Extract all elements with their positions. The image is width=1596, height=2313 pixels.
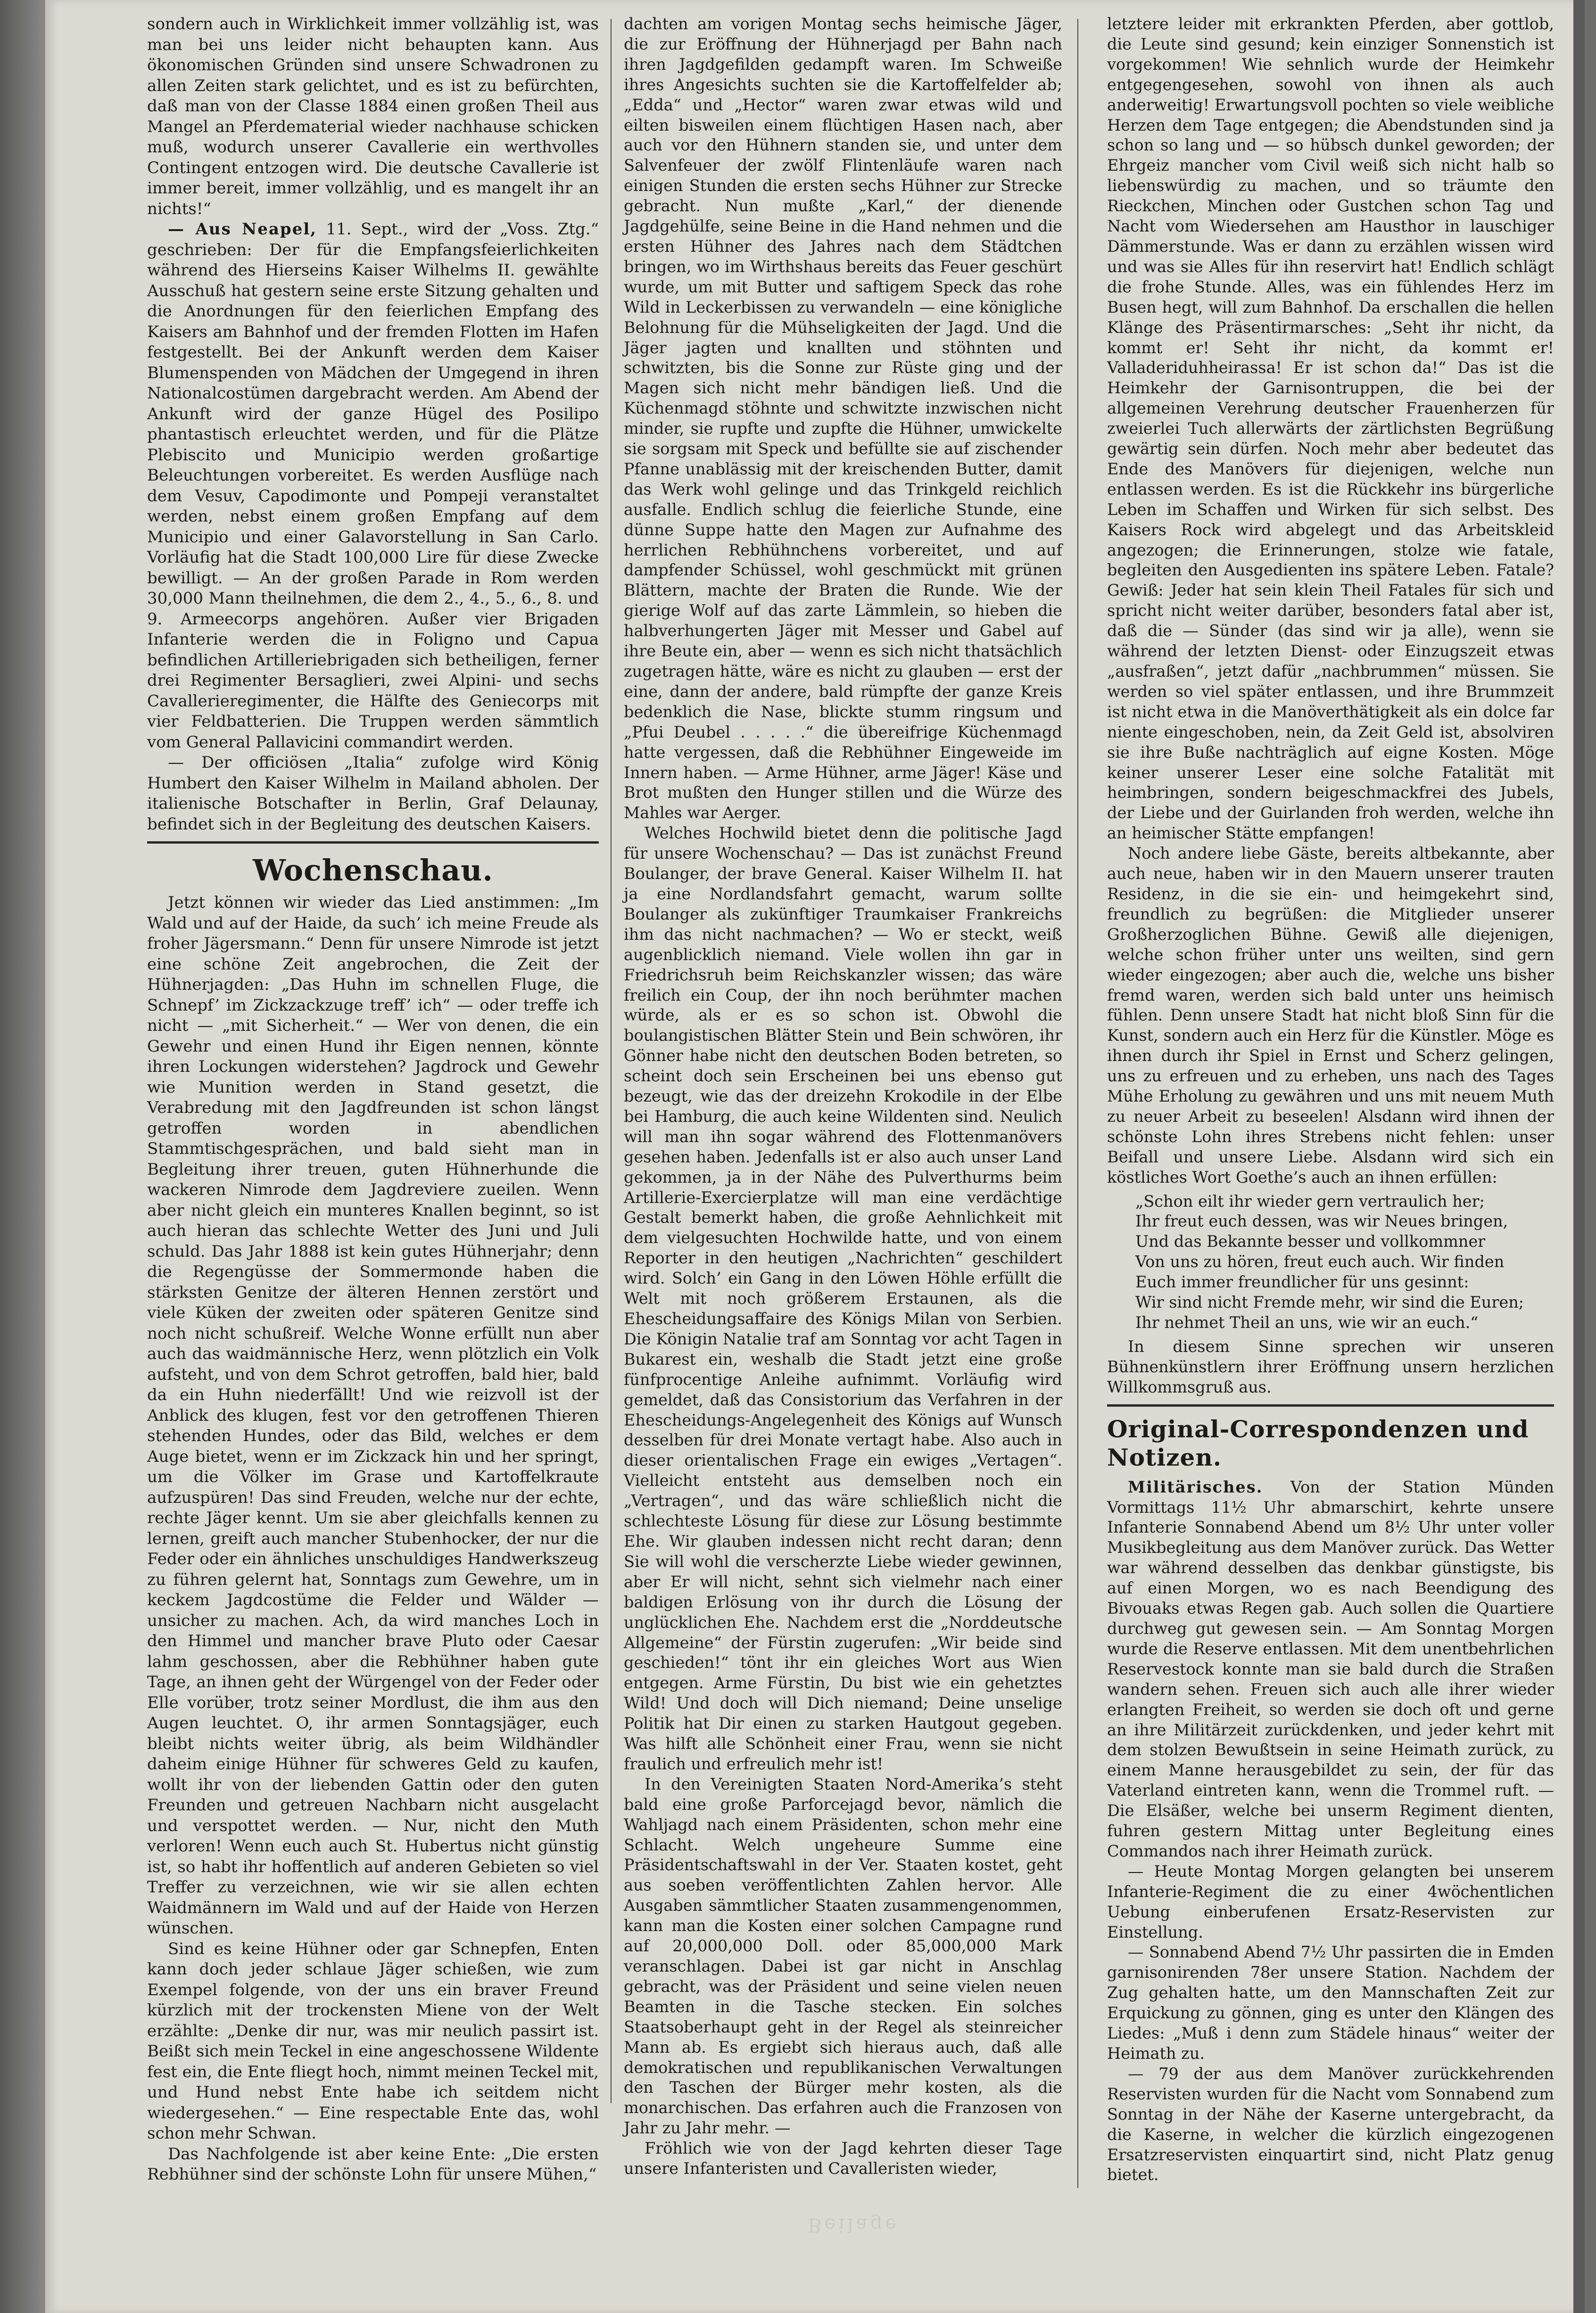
paragraph-militaerisches-text: Von der Station Münden Vormittags 11½ Uhr abmarschirt, kehrte unsere Infanterie Sonnabend Abend um 8½ Uhr unter voller Musikbegleitung aus dem Manöver zurück. Das Wetter war während desselben das denkbar günstigste, bis auf einen Morgen, wo es nach Beendigung des Bivouaks etwas Regen gab. Auch sollen die Quartiere durchweg gut gewesen sein. — Am Sonntag Morgen wurde die Reserve entlassen. Mit dem unentbehrlichen Reservestock konnte man sie bald durch die Straßen wandern sehen. Freuen sich auch alle ihrer wieder erlangten Freiheit, so werden sie doch oft und gerne an ihre Militärzeit zurückdenken, und jeder kehrt mit dem stolzen Bewußtsein in seine Heimath zurück, zu einem Manne herausgebildet zu sein, der für das Vaterland eintreten kann, wenn die Trommel ruft. — Die Elsäßer, welche bei unserm Regiment dienten, fuhren gestern Mittag unter Begleitung eines Commandos nach ihrer Heimath zurück.: [1107, 1477, 1554, 1860]
paragraph-buehne: Noch andere liebe Gäste, bereits altbekannte, aber auch neue, haben wir in den Mauern unserer trauten Residenz, in die sie ein- und heimgekehrt sind, freundlich zu begrüßen: die Mitglieder unserer Großherzoglichen Bühne. Gewiß alle diejenigen, welche schon früher unter uns weilten, sind gern wieder eingezogen; aber auch die, welche uns bisher fremd waren, werden sich bald unter uns heimisch fühlen. Denn unsere Stadt hat nicht bloß Sinn für die Kunst, sondern auch ein Herz für die Künstler. Möge es ihnen durch ihr Spiel in Ernst und Scherz gelingen, uns zu erfreuen und zu erheben, uns nach des Tages Mühe Erholung zu gewähren und uns mit neuem Muth zu neuer Arbeit zu beseelen! Alsdann wird ihnen der schönste Lohn ihres Strebens nicht fehlen: unser Beifall und unsere Liebe. Alsdann wird sich ein köstliches Wort Goethe’s auch an ihnen erfüllen:: [1107, 844, 1554, 1186]
section-title-correspondenzen: Original-Correspondenzen und Notizen.: [1107, 1415, 1529, 1471]
binding-shadow: [0, 0, 45, 2313]
paragraph-ersatz: — Heute Montag Morgen gelangten bei unserem Infanterie-Regiment die zu einer 4wöchentlichen Uebung einberufenen Ersatz-Reservisten zur Einstellung.: [1107, 1862, 1554, 1941]
paragraph-cavalry: sondern auch in Wirklichkeit immer vollzählig ist, was man bei uns leider nicht behaupten kann. Aus ökonomischen Gründen sind unsere Schwadronen zu allen Zeiten stark gelichtet, und es ist zu befürchten, daß man von der Classe 1884 einen großen Theil aus Mangel an Pferdematerial wieder nachhause schicken muß, wodurch unserer Cavallerie ein werthvolles Contingent entzogen wird. Die deutsche Cavallerie ist immer bereit, immer vollzählig, und es mangelt ihr an nichts!“: [147, 15, 599, 218]
section-title-wochenschau: Wochenschau.: [253, 853, 493, 887]
heading-militaerisches: Militärisches.: [1128, 1477, 1263, 1496]
paragraph-ente: Sind es keine Hühner oder gar Schnepfen, Enten kann doch jeder schlaue Jäger schießen, wie zum Exempel folgende, von der uns ein braver Freund kürzlich mit der trockensten Miene von der Welt erzählte: „Denke dir nur, was mir neulich passirt ist. Beißt sich mein Teckel in eine angeschossene Wildente fest ein, die Ente fliegt hoch, nimmt meinen Teckel mit, und Hund nebst Ente habe ich seitdem nicht wiedergesehen.“ — Eine respectable Ente das, wohl schon mehr Schwan.: [147, 1939, 599, 2143]
page-edge: [1573, 0, 1585, 2313]
column-2: [624, 14, 1062, 2179]
goethe-poem: [1135, 1192, 1554, 1333]
paragraph-willkommen: In diesem Sinne sprechen wir unseren Bühnenkünstlern ihrer Eröffnung unsern herzlichen Willkommsgruß aus.: [1107, 1337, 1554, 1396]
column-3: [1107, 14, 1554, 2185]
paragraph-boulanger: Welches Hochwild bietet denn die politische Jagd für unsere Wochenschau? — Das ist zunächst Freund Boulanger, der brave General. Kaiser Wilhelm II. hat ja eine Nordlandsfahrt gemacht, warum sollte Boulanger als zukünftiger Traumkaiser Frankreichs ihm das nicht nachmachen? — Wo er steckt, weiß augenblicklich niemand. Viele wollen ihn gar in Friedrichsruh beim Reichskanzler wissen; das wäre freilich ein Coup, der ihn noch berühmter machen würde, als er es so schon ist. Obwohl die boulangistischen Blätter Stein und Bein schwören, ihr Gönner habe nicht den deutschen Boden betreten, so scheint doch sein Erscheinen bei uns ebenso gut bezeugt, wie das der dreizehn Krokodile in der Elbe bei Hamburg, die auch keine Wildenten sind. Neulich will man ihn sogar während des Flottenmanövers gesehen haben. Jedenfalls ist er also auch unser Land gekommen, ja in der Nähe des Pulverthurms beim Artillerie-Exercierplatze will man eine verdächtige Gestalt bemerkt haben, die große Aehnlichkeit mit dem vielgesuchten Hochwilde hatte, und von einem Reporter in den heutigen „Nachrichten“ geschildert wird. Solch’ ein Gang in den Löwen Höhle erfüllt die Welt mit noch größerem Erstaunen, als die Ehescheidungsaffaire des Königs Milan von Serbien. Die Königin Natalie traf am Sonntag vor acht Tagen in Bukarest ein, weshalb die Stadt jetzt eine große fünfprocentige Anleihe aufnimmt. Vorläufig wird gemeldet, daß das Consistorium das Verfahren in der Ehescheidungs-Angelegenheit des Königs auf Wunsch desselben für drei Monate vertagt habe. Also auch in dieser orientalischen Frage ein ewiges „Vertagen“. Vielleicht entsteht aus demselben noch ein „Vertragen“, und das wäre schließlich nicht die schlechteste Lösung für diese zur Lösung bestimmte Ehe. Wir glauben indessen nicht recht daran; denn Sie will wohl die verscherzte Liebe wieder gewinnen, aber Er will nicht, sehnt sich vielmehr nach einer baldigen Erlösung von ihr durch die Lösung der unglücklichen Ehe. Nachdem erst die „Norddeutsche Allgemeine“ der Fürstin zugerufen: „Wir beide sind geschieden!“ tönt ihr ein gleiches Wort aus Wien entgegen. Arme Fürstin, Du bist wie ein gehetztes Wild! Und doch will Dich niemand; Deine unselige Politik hat Dir einen zu starken Hautgout gegeben. Was hilft alle Schönheit einer Frau, wenn sie nicht fraulich und erfreulich mehr ist!: [624, 824, 1062, 1773]
poem-line: Und das Bekannte besser und vollkommner: [1135, 1232, 1486, 1251]
paragraph-jaeger: dachten am vorigen Montag sechs heimische Jäger, die zur Eröffnung der Hühnerjagd per Bahn nach ihren Jagdgefilden gedampft waren. Im Schweiße ihres Angesichts suchten sie die Kartoffelfelder ab; „Edda“ und „Hector“ waren zwar etwas wild und eilten bisweilen einem flüchtigen Hasen nach, aber auch vor den Hühnern standen sie, und unter dem Salvenfeuer der zwölf Flintenläufe waren nach einigen Stunden die ersten sechs Hühner zur Strecke gebracht. Nun mußte „Karl,“ der dienende Jagdgehülfe, seine Beine in die Hand nehmen und die ersten Hühner des Jahres nach dem Städtchen bringen, wo im Wirthshaus bereits das Feuer geschürt wurde, um mit Butter und saftigem Speck das rohe Wild in Leckerbissen zu verwandeln — eine königliche Belohnung für die Mühseligkeiten der Jagd. Und die Jäger jagten und knallten und stöhnten und schwitzten, bis die Sonne zur Rüste ging und der Magen sich nicht mehr bändigen ließ. Und die Küchenmagd stöhnte und schwitzte inzwischen nicht minder, sie rupfte und zupfte die Hühner, umwickelte sie sorgsam mit Speck und befüllte sie auf zischender Pfanne unablässig mit der kreischenden Butter, damit das Werk wohl gelinge und das Trinkgeld reichlich ausfalle. Endlich schlug die feierliche Stunde, eine dünne Suppe hatte den Magen zur Aufnahme des herrlichen Rebhühnchens vorbereitet, und auf dampfender Schüssel, wohl geschmückt mit grünen Blättern, machte der Braten die Runde. Wie der gierige Wolf auf das zarte Lämmlein, so hieben die halbverhungerten Jäger mit Messer und Gabel auf ihre Beute ein, aber — wenn es sich nicht thatsächlich zugetragen hätte, wäre es nicht zu glauben — erst der eine, dann der andere, bald rümpfte der ganze Kreis bedenklich die Nase, blickte stumm ringsum und „Pfui Deubel . . . . .“ die übereifrige Küchenmagd hatte vergessen, daß die Rebhühner Eingeweide im Innern haben. — Arme Hühner, arme Jäger! Käse und Brot mußten den Hunger stillen und die Würze des Mahles war Aerger.: [624, 15, 1062, 822]
dateline-neapel: — Aus Neapel,: [168, 220, 317, 239]
poem-line: Wir sind nicht Fremde mehr, wir sind die Euren;: [1135, 1293, 1524, 1312]
paragraph-heimkehr: letztere leider mit erkrankten Pferden, aber gottlob, die Leute sind gesund; kein einziger Sonnenstich ist vorgekommen! Wie sehnlich wurde der Heimkehr entgegengesehen, sowohl von ihnen als auch anderweitig! Erwartungsvoll pochten so viele weibliche Herzen dem Tage entgegen; die Abendstunden sind ja schon so lang und — so hübsch dunkel geworden; der Ehrgeiz mancher vom Civil weiß sich nicht halb so liebenswürdig zu machen, und so träumte den Rieckchen, Minchen oder Gustchen schon Tag und Nacht vom Wiedersehen am Hausthor in lauschiger Dämmerstunde. Was er dann zu erzählen wissen wird und was sie Alles für ihn reservirt hat! Endlich schlägt die frohe Stunde. Alles, was ein fühlendes Herz im Busen hegt, will zum Bahnhof. Da erschallen die hellen Klänge des Präsentirmarsches: „Seht ihr nicht, da kommt er! Seht ihr nicht, da kommt er! Valladeriduhheirassa! Er ist schon da!“ Das ist die Heimkehr der Garnisontruppen, die bei der allgemeinen Verehrung deutscher Frauenherzen für zweierlei Tuch allerwärts der zärtlichsten Begrüßung gewärtig sein dürfen. Noch mehr aber bedeutet das Ende des Manövers für diejenigen, welche nun entlassen werden. Es ist die Rückkehr ins bürgerliche Leben im Schaffen und Wirken für sich selbst. Des Kaisers Rock wird abgelegt und das Arbeitskleid angezogen; die Erinnerungen, stolze wie fatale, begleiten den Ausgedienten ins spätere Leben. Fatale? Gewiß: Jeder hat sein klein Theil Fatales für sich und spricht nicht weiter darüber, besonders fatal aber ist, daß die — Sünder (das sind wir ja alle), wenn sie während der letzten Dienst- oder Einzugszeit etwas „ausfraßen“, jetzt dafür „nachbrummen“ müssen. Sie werden so viel später entlassen, und ihre Brummzeit ist nicht etwa in die Manöverthätigkeit als ein dolce far niente eingeschoben, nein, da Zeit Geld ist, absolviren sie ihre Buße nachträglich auf eigne Kosten. Möge keiner unserer Leser eine solche Fatalität mit heimbringen, sondern beigeschmackfrei des Jubels, der Liebe und der Guirlanden froh werden, welche ihn an heimischer Stätte empfangen!: [1107, 15, 1554, 843]
section-divider: [1107, 1404, 1554, 1407]
column-1: [147, 14, 599, 2185]
column-rule-2: [1077, 19, 1078, 2188]
paragraph-neapel: [147, 219, 599, 753]
paragraph-amerika: In den Vereinigten Staaten Nord-Amerika’s steht bald eine große Parforcejagd bevor, nämlich die Wahljagd nach einem Präsidenten, schon mehr eine Schlacht. Welch ungeheure Summe eine Präsidentschaftswahl in der Ver. Staaten kostet, geht aus soeben veröffentlichten Zahlen hervor. Alle Ausgaben sämmtlicher Staaten zusammengenommen, kann man die Kosten einer solchen Campagne rund auf 20,000,000 Doll. oder 85,000,000 Mark veranschlagen. Dabei ist gar nicht in Anschlag gebracht, was der Präsident und seine vielen neuen Beamten in die Tasche stecken. Ein solches Staatsoberhaupt geht in der Regel als steinreicher Mann ab. Es ergiebt sich hieraus auch, daß alle demokratischen und republikanischen Verwaltungen den Taschen der Bürger mehr kosten, als die monarchischen. Das erfahren auch die Franzosen von Jahr zu Jahr mehr. —: [624, 1774, 1062, 2138]
paragraph-jagd-intro: Jetzt können wir wieder das Lied anstimmen: „Im Wald und auf der Haide, da such’ ich meine Freude als froher Jägersmann.“ Denn für unsere Nimrode ist jetzt eine schöne Zeit angebrochen, die Zeit der Hühnerjagden: „Das Huhn im schnellen Fluge, die Schnepf’ im Zickzackzuge treff’ ich“ — oder treffe ich nicht — „mit Sicherheit.“ — Wer von denen, die ein Gewehr und einen Hund ihr Eigen nennen, könnte ihren Lockungen widerstehen? Jagdrock und Gewehr wie Munition werden in Stand gesetzt, die Verabredung mit den Jagdfreunden ist schon längst getroffen worden in abendlichen Stammtischgesprächen, und bald sieht man in Begleitung ihrer treuen, guten Hühnerhunde die wackeren Nimrode dem Jagdreviere zueilen. Wenn aber nicht gleich ein munteres Knallen beginnt, so ist auch hieran das schlechte Wetter des Juni und Juli schuld. Das Jahr 1888 ist kein gutes Hühnerjahr; denn die Regengüsse der Sommermonde haben die stärksten Genitze der älteren Hennen zerstört und viele Küken der zweiten oder späteren Genitze sind noch nicht schußreif. Welche Wonne erfüllt nun aber auch das waidmännische Herz, wenn plötzlich ein Volk aufsteht, und von dem Schrot getroffen, bald hier, bald da ein Huhn niederfällt! Und wie reizvoll ist der Anblick des klugen, fest vor den getroffenen Thieren stehenden Hundes, oder das Bild, welches er dem Auge bietet, wenn er im Zickzack hin und her springt, um die Völker im Grase und Kartoffelkraute aufzuspüren! Das sind Freuden, welche nur der echte, rechte Jäger kennt. Um sie aber gleichfalls kennen zu lernen, greift auch mancher Stubenhocker, der nur die Feder oder ein ähnliches unschuldiges Handwerkszeug zu führen gelernt hat, Sonntags zum Gewehre, um in keckem Jagdcostüme die Felder und Wälder — unsicher zu machen. Ach, da wird manches Loch in den Himmel und mancher brave Pluto oder Caesar lahm geschossen, aber die Rebhühner haben gute Tage, an ihnen geht der Würgengel von der Feder oder Elle vorüber, trotz seiner Mordlust, die ihm aus den Augen leuchtet. O, ihr armen Sonntagsjäger, euch bleibt nichts weiter übrig, als beim Wildhändler daheim einige Hühner für schweres Geld zu kaufen, wollt ihr von der liebenden Gattin oder den guten Freunden und getreuen Nachbarn nicht ausgelacht und verspottet werden. — Nur, nicht den Muth verloren! Wenn euch auch St. Hubertus nicht günstig ist, so habt ihr hoffentlich auf anderen Gebieten so viel Treffer zu verzeichnen, wie wir sie allen echten Waidmännern im Wald und auf der Haide von Herzen wünschen.: [147, 893, 599, 1938]
paragraph-italia: — Der officiösen „Italia“ zufolge wird König Humbert den Kaiser Wilhelm in Mailand abholen. Der italienische Botschafter in Berlin, Graf Delaunay, befindet sich in der Begleitung des deutschen Kaisers.: [147, 753, 599, 834]
paragraph-infanteristen: Fröhlich wie von der Jagd kehrten dieser Tage unsere Infanteristen und Cavalleristen wieder,: [624, 2139, 1062, 2178]
poem-line: Ihr freut euch dessen, was wir Neues bringen,: [1135, 1212, 1508, 1231]
poem-line: Euch immer freundlicher für uns gesinnt:: [1135, 1273, 1469, 1292]
poem-line: Ihr nehmet Theil an uns, wie wir an euch.“: [1135, 1313, 1479, 1332]
paragraph-rebhuehner: Das Nachfolgende ist aber keine Ente: „Die ersten Rebhühner sind der schönste Lohn für unsere Mühen,“: [147, 2144, 599, 2184]
paragraph-militaerisches: [1107, 1477, 1554, 1862]
paragraph-emden: — Sonnabend Abend 7½ Uhr passirten die in Emden garnisonirenden 78er unsere Station. Nachdem der Zug gehalten hatte, um den Mannschaften Zeit zur Erquickung zu gönnen, ging es unter den Klängen des Liedes: „Muß i denn zum Städele hinaus“ weiter der Heimath zu.: [1107, 1943, 1554, 2063]
column-rule-1: [611, 19, 612, 2103]
paragraph-reservisten: — 79 der aus dem Manöver zurückkehrenden Reservisten wurden für die Nacht vom Sonnabend zum Sonntag in der Nähe der Kaserne untergebracht, da die Kaserne, in welcher die kürzlich eingezogenen Ersatzreservisten einquartirt sind, nicht Platz genug bietet.: [1107, 2064, 1554, 2184]
section-divider: [147, 841, 599, 844]
poem-line: Von uns zu hören, freut euch auch. Wir finden: [1135, 1252, 1505, 1271]
poem-line: „Schon eilt ihr wieder gern vertraulich her;: [1135, 1192, 1485, 1210]
paragraph-neapel-text: 11. Sept., wird der „Voss. Ztg.“ geschrieben: Der für die Empfangsfeierlichkeiten während des Hierseins Kaiser Wilhelms II. gewählte Ausschuß hat gestern seine erste Sitzung gehalten und die Anordnungen für den feierlichen Empfang des Kaisers am Bahnhof und der fremden Flotten im Hafen festgestellt. Bei der Ankunft werden dem Kaiser Blumenspenden von Mädchen der Umgegend in ihren Nationalcostümen dargebracht werden. Am Abend der Ankunft wird der ganze Hügel des Posilipo phantastisch erleuchtet werden, und für die Plätze Plebiscito und Municipio werden großartige Beleuchtungen vorbereitet. Es werden Ausflüge nach dem Vesuv, Capodimonte und Pompeji veranstaltet werden, nebst einem großen Empfang auf dem Municipio und einer Galavorstellung in San Carlo. Vorläufig hat die Stadt 100,000 Lire für diese Zwecke bewilligt. — An der großen Parade in Rom werden 30,000 Mann theilnehmen, die dem 2., 4., 5., 6., 8. und 9. Armeecorps angehören. Außer vier Brigaden Infanterie werden die in Foligno und Capua befindlichen Artilleriebrigaden sich betheiligen, ferner drei Regimenter Bersaglieri, zwei Alpini- und sechs Cavallerieregimenter, die Hälfte des Geniecorps mit vier Feldbatterien. Die Truppen werden sämmtlich vom General Pallavicini commandirt werden.: [147, 220, 599, 752]
show-through-text: Beilage: [808, 2214, 899, 2236]
